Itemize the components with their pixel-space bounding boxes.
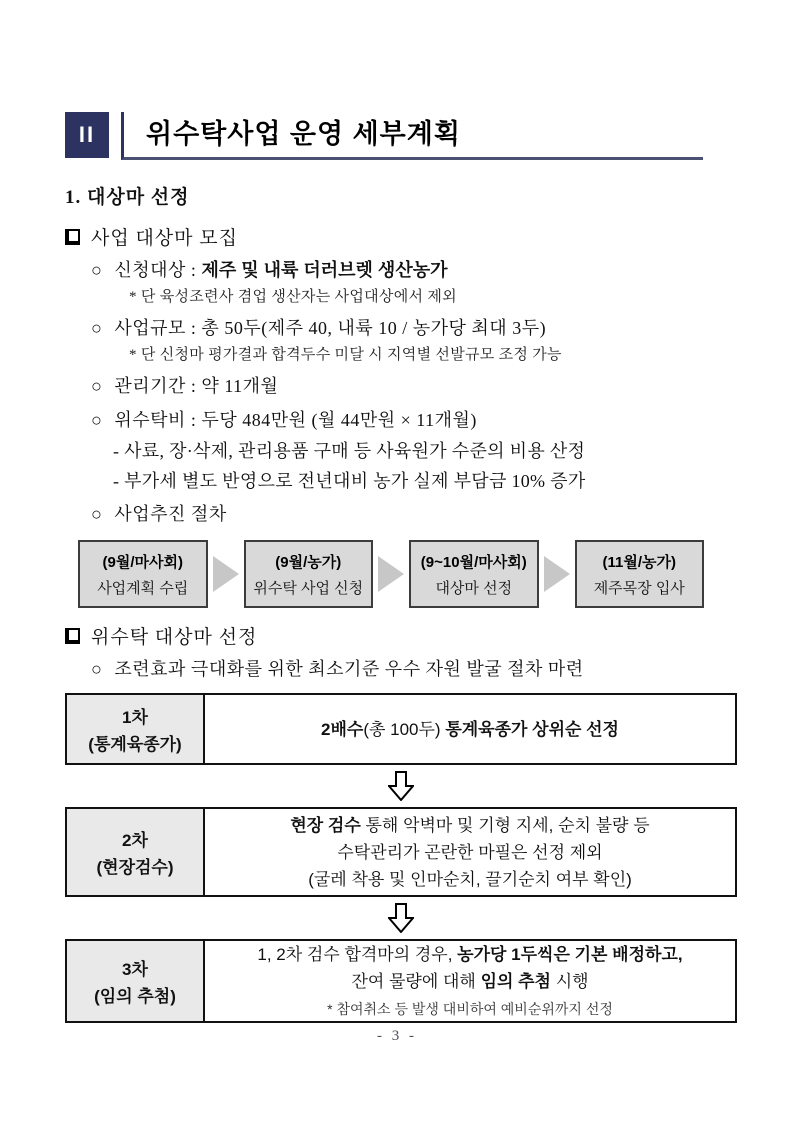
list-item-scale xyxy=(91,315,737,342)
dash-item-fee-1: - 사료, 장·삭제, 관리용품 구매 등 사육원가 수준의 비용 산정 xyxy=(113,441,586,461)
stage-name: 3차 xyxy=(122,960,148,979)
flow-step-label: 위수탁 사업 신청 xyxy=(253,579,364,597)
subsection-recruit xyxy=(65,223,737,250)
stage-sub: (임의 추첨) xyxy=(94,987,176,1006)
page-title: 위수탁사업 운영 세부계획 xyxy=(146,119,461,149)
flow-right-arrow-icon xyxy=(378,556,404,592)
list-item-selection xyxy=(91,656,737,683)
stage-sub: (현장검수) xyxy=(96,858,174,877)
subsection-recruit-label: 사업 대상마 모집 xyxy=(91,228,238,249)
flow-step-period: (9월/농가) xyxy=(275,553,342,571)
circle-bullet-icon: ○ xyxy=(91,318,103,338)
stage-line: 수탁관리가 곤란한 마필은 선정 제외 xyxy=(337,842,603,862)
list-item-selection-text: 조련효과 극대화를 위한 최소기준 우수 자원 발굴 절차 마련 xyxy=(114,659,584,679)
dash-item-fee-2: - 부가세 별도 반영으로 전년대비 농가 실제 부담금 10% 증가 xyxy=(113,471,586,491)
stage-name: 2차 xyxy=(122,831,148,850)
checkbox-bullet-icon xyxy=(65,628,80,644)
stage-line: 2배수(총 100두) 통계육종가 상위순 선정 xyxy=(321,719,619,739)
down-arrow-icon xyxy=(388,771,414,801)
flow-right-arrow-icon xyxy=(544,556,570,592)
list-item-apply-text: 신청대상 : 제주 및 내륙 더러브렛 생산농가 xyxy=(114,260,448,280)
stage-3-label-cell xyxy=(67,941,205,1021)
list-item-fee-text: 위수탁비 : 두당 484만원 (월 44만원 × 11개월) xyxy=(114,410,477,430)
stage-1-label-cell xyxy=(67,695,205,763)
subsection-selection xyxy=(65,622,737,649)
circle-bullet-icon: ○ xyxy=(91,376,103,396)
flow-step-label: 제주목장 입사 xyxy=(593,579,685,597)
flow-step-enter xyxy=(575,540,705,608)
stage-table-3 xyxy=(65,939,737,1023)
stage-line: 1, 2차 검수 합격마의 경우, 농가당 1두씩은 기본 배정하고, xyxy=(257,944,683,964)
stage-1-content-cell xyxy=(205,695,735,763)
stage-2-content-cell xyxy=(205,809,735,895)
stage-table-1 xyxy=(65,693,737,765)
flow-step-label: 사업계획 수립 xyxy=(97,579,189,597)
process-flow-diagram xyxy=(78,540,704,608)
circle-bullet-icon: ○ xyxy=(91,659,103,679)
page-number: - 3 - xyxy=(377,1028,417,1044)
down-arrow-icon xyxy=(388,903,414,933)
circle-bullet-icon: ○ xyxy=(91,260,103,280)
stage-2-label-cell xyxy=(67,809,205,895)
flow-step-plan xyxy=(78,540,208,608)
section-heading: 1. 대상마 선정 xyxy=(65,187,190,208)
flow-right-arrow-icon xyxy=(213,556,239,592)
checkbox-bullet-icon xyxy=(65,229,80,245)
stage-sub: (통계육종가) xyxy=(88,735,182,754)
stage-table-2 xyxy=(65,807,737,897)
flow-step-label: 대상마 선정 xyxy=(435,579,513,597)
flow-step-period: (9~10월/마사회) xyxy=(420,553,527,571)
doc-header xyxy=(65,112,737,160)
flow-step-period: (11월/농가) xyxy=(602,553,676,571)
flow-step-period: (9월/마사회) xyxy=(102,553,183,571)
list-item-period xyxy=(91,373,737,400)
note-scale: * 단 신청마 평가결과 합격두수 미달 시 지역별 선발규모 조정 가능 xyxy=(129,347,562,363)
subsection-selection-label: 위수탁 대상마 선정 xyxy=(91,627,258,648)
page-content xyxy=(65,112,737,1023)
list-item-process xyxy=(91,501,737,528)
down-arrow-1 xyxy=(65,765,737,807)
stage-line: 현장 검수 통해 악벽마 및 기형 지세, 순치 불량 등 xyxy=(290,815,650,835)
list-item-scale-text: 사업규모 : 총 50두(제주 40, 내륙 10 / 농가당 최대 3두) xyxy=(114,318,547,338)
stage-3-content-cell xyxy=(205,941,735,1021)
stage-name: 1차 xyxy=(122,708,148,727)
list-item-apply xyxy=(91,257,737,284)
flow-step-apply xyxy=(244,540,374,608)
flow-step-select xyxy=(409,540,539,608)
list-item-period-text: 관리기간 : 약 11개월 xyxy=(114,376,279,396)
title-underline-block xyxy=(121,112,703,160)
stage-line: 잔여 물량에 대해 임의 추첨 시행 xyxy=(351,971,589,991)
circle-bullet-icon: ○ xyxy=(91,410,103,430)
circle-bullet-icon: ○ xyxy=(91,504,103,524)
list-item-fee xyxy=(91,407,737,434)
section-number-badge: II xyxy=(65,112,109,158)
down-arrow-2 xyxy=(65,897,737,939)
stage-line: * 참여취소 등 발생 대비하여 예비순위까지 선정 xyxy=(327,1000,613,1017)
stage-line: (굴레 착용 및 인마순치, 끌기순치 여부 확인) xyxy=(308,869,632,889)
note-apply: * 단 육성조련사 겸업 생산자는 사업대상에서 제외 xyxy=(129,289,457,305)
list-item-process-text: 사업추진 절차 xyxy=(114,504,227,524)
